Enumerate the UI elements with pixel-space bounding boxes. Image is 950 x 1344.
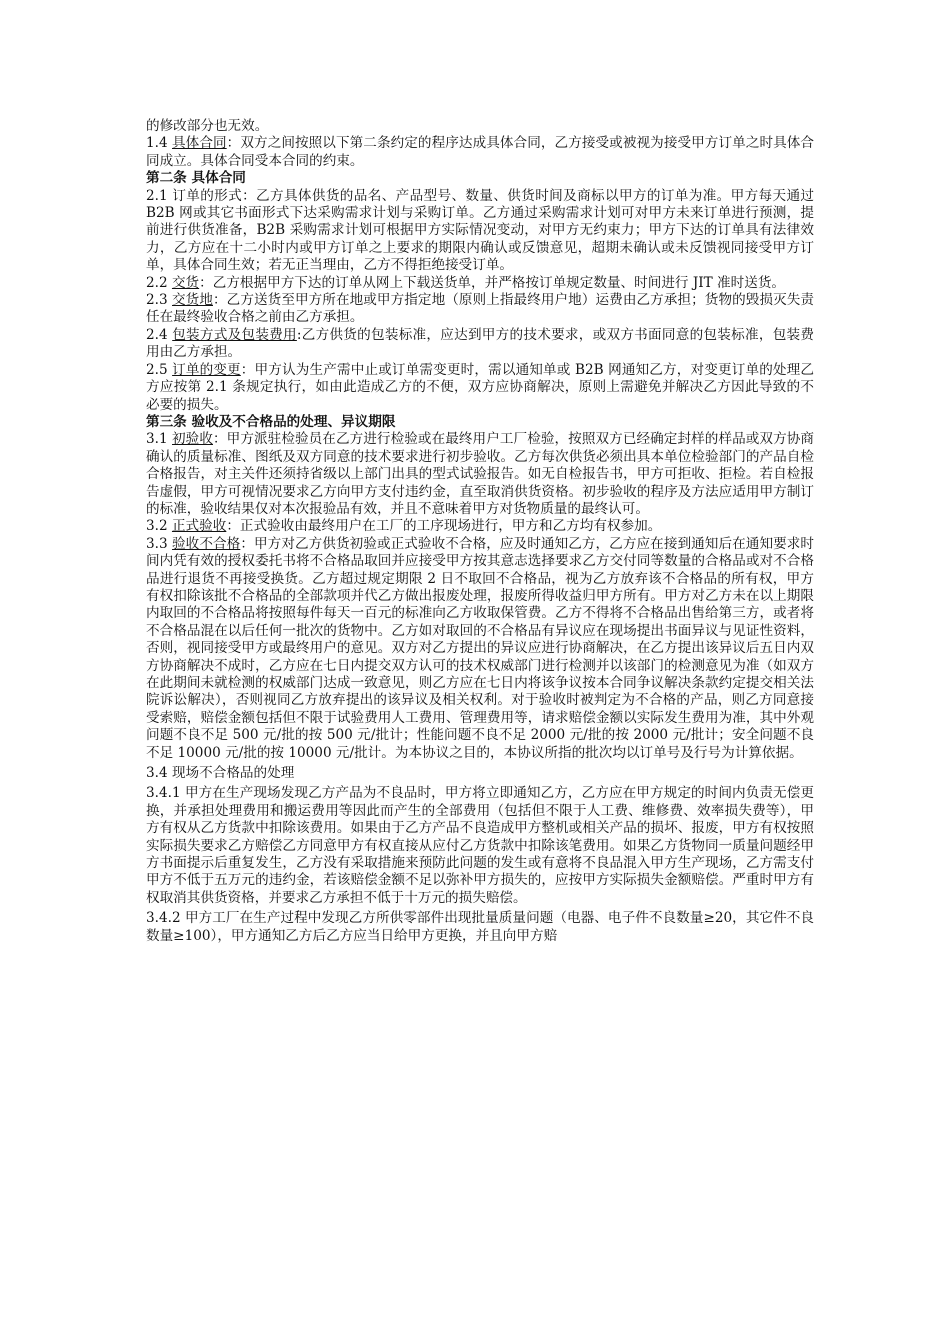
term-packaging: 包装方式及包装费用 (172, 326, 297, 343)
article-3-heading: 第三条 验收及不合格品的处理、异议期限 (146, 413, 396, 430)
clause-3-4-2: 3.4.2 甲方工厂在生产过程中发现乙方所供零部件出现批量质量问题（电器、电子件不良数量≥20，其它件不良数量≥100），甲方通知乙方后乙方应当日给甲方更换，并且向甲方赔 (146, 910, 814, 944)
term-formal-inspection: 正式验收 (171, 518, 227, 535)
paragraph-1-3-tail: 的修改部分也无效。 (146, 118, 269, 134)
clause-1-4: 1.4 具体合同：双方之间按照以下第二条约定的程序达成具体合同，乙方接受或被视为接受甲方订单之时具体合同成立。具体合同受本合同的约束。 (146, 135, 815, 169)
clause-3-1: 3.1 初验收：甲方派驻检验员在乙方进行检验或在最终用户工厂检验，按照双方已经确定封样的样品或双方协商确认的质量标准、图纸及双方同意的技术要求进行初步验收。乙方每次供货必须出具本单位检验部门的产品自检合格报告，对主关件还须持省级以上部门出具的型式试验报告。如无自检报告书，甲方可拒收、拒检。若自检报告虚假，甲方可视情况要求乙方向甲方支付违约金，直至取消供货资格。初步验收的程序及方法应适用甲方制订的标准，验收结果仅对本次报验品有效，并且不意味着甲方对货物质量的最终认可。 (146, 431, 815, 517)
clause-3-4-title: 3.4 现场不合格品的处理 (146, 765, 295, 782)
clause-2-5: 2.5 订单的变更：甲方认为生产需中止或订单需变更时，需以通知单或 B2B 网通知乙方，对变更订单的处理乙方应按第 2.1 条规定执行，如由此造成乙方的不便，双方应协商解决，原则上需避免并解决乙方因此导致的不必要的损失。 (146, 361, 815, 413)
clause-2-4: 2.4 包装方式及包装费用:乙方供货的包装标准，应达到甲方的技术要求，或双方书面同意的包装标准，包装费用由乙方承担。 (146, 326, 814, 361)
clause-3-4-1: 3.4.1 甲方在生产现场发现乙方产品为不良品时，甲方将立即通知乙方，乙方应在甲方规定的时间内负责无偿更换，并承担处理费用和搬运费用等因此而产生的全部费用（包括但不限于人工费、维修费、效率损失费等），甲方有权从乙方货款中扣除该费用。如果由于乙方产品不良造成甲方整机或相关产品的损坏、报废，甲方有权按照实际损失要求乙方赔偿乙方同意甲方有权直接从应付乙方货款中扣除该笔费用。如果乙方货物同一质量问题经甲方书面提示后重复发生，乙方没有采取措施来预防此问题的发生或有意将不良品混入甲方生产现场，乙方需支付甲方不低于五万元的违约金，若该赔偿金额不足以弥补甲方损失的，应按甲方实际损失金额赔偿。严重时甲方有权取消其供货资格，并要求乙方承担不低于十万元的损失赔偿。 (146, 785, 814, 906)
term-inspection-failure: 验收不合格 (172, 535, 241, 552)
term-delivery: 交货 (171, 274, 200, 291)
term-initial-inspection: 初验收 (172, 431, 213, 448)
article-2-heading: 第二条 具体合同 (146, 170, 246, 187)
clause-2-2: 2.2 交货：乙方根据甲方下达的订单从网上下载送货单，并严格按订单规定数量、时间进行 JIT 准时送货。 (146, 274, 786, 291)
term-specific-contract: 具体合同 (172, 135, 227, 152)
term-delivery-place: 交货地 (172, 292, 213, 309)
clause-3-2: 3.2 正式验收：正式验收由最终用户在工厂的工序现场进行，甲方和乙方均有权参加。 (146, 518, 662, 535)
document-page (146, 118, 814, 945)
clause-3-3: 3.3 验收不合格：甲方对乙方供货初验或正式验收不合格，应及时通知乙方，乙方应在接到通知后在通知要求时间内凭有效的授权委托书将不合格品取回并应接受甲方按其意志选择要求乙方交付同等数量的合格品或对不合格品进行退货不再接受换货。乙方超过规定期限 2 日不取回不合格品，视为乙方放弃该不合格品的所有权，甲方有权扣除该批不合格品的全部款项并代乙方做出报废处理，报废所得收益归甲方所有。甲方对乙方未在以上期限内取回的不合格品将按照每件每天一百元的标准向乙方收取保管费。乙方不得将不合格品出售给第三方，或者将不合格品混在以后任何一批次的货物中。乙方如对取回的不合格品有异议应在现场提出书面异议与见证性资料，否则，视同接受甲方或最终用户的意见。双方对乙方提出的异议应进行协商解决，在乙方提出该异议后五日内双方协商解决不成时，乙方应在七日内提交双方认可的技术权威部门进行检测并以该部门的检测意见为准（如双方在此期间未就检测的权威部门达成一致意见，则乙方应在七日内将该争议按本合同争议解决条款约定提交相关法院诉讼解决），否则视同乙方放弃提出的该异议及相关权利。对于验收时被判定为不合格的产品，则乙方同意接受索赔，赔偿金额包括但不限于试验费用人工费用、管理费用等，请求赔偿金额以实际发生费用为准，其中外观问题不良不足 500 元/批的按 500 元/批计；性能问题不良不足 2000 元/批的按 2000 元/批计；安全问题不良不足 10000 元/批的按 10000 元/批计。为本协议之目的，本协议所指的批次均以订单号及行号为计算依据。 (146, 535, 815, 761)
term-order-change: 订单的变更 (172, 361, 241, 378)
clause-2-1: 2.1 订单的形式：乙方具体供货的品名、产品型号、数量、供货时间及商标以甲方的订单为准。甲方每天通过 B2B 网或其它书面形式下达采购需求计划与采购订单。乙方通过采购需求计划可对甲方未来订单进行预测，提前进行供货准备，B2B 采购需求计划可根据甲方实际情况变动，对甲方无约束力；甲方下达的订单具有法律效力，乙方应在十二小时内或甲方订单之上要求的期限内确认或反馈意见，超期未确认或未反馈视同接受甲方订单，具体合同生效；若无正当理由，乙方不得拒绝接受订单。 (146, 187, 814, 274)
clause-2-3: 2.3 交货地：乙方送货至甲方所在地或甲方指定地（原则上指最终用户地）运费由乙方承担；货物的毁损灭失责任在最终验收合格之前由乙方承担。 (146, 292, 815, 326)
